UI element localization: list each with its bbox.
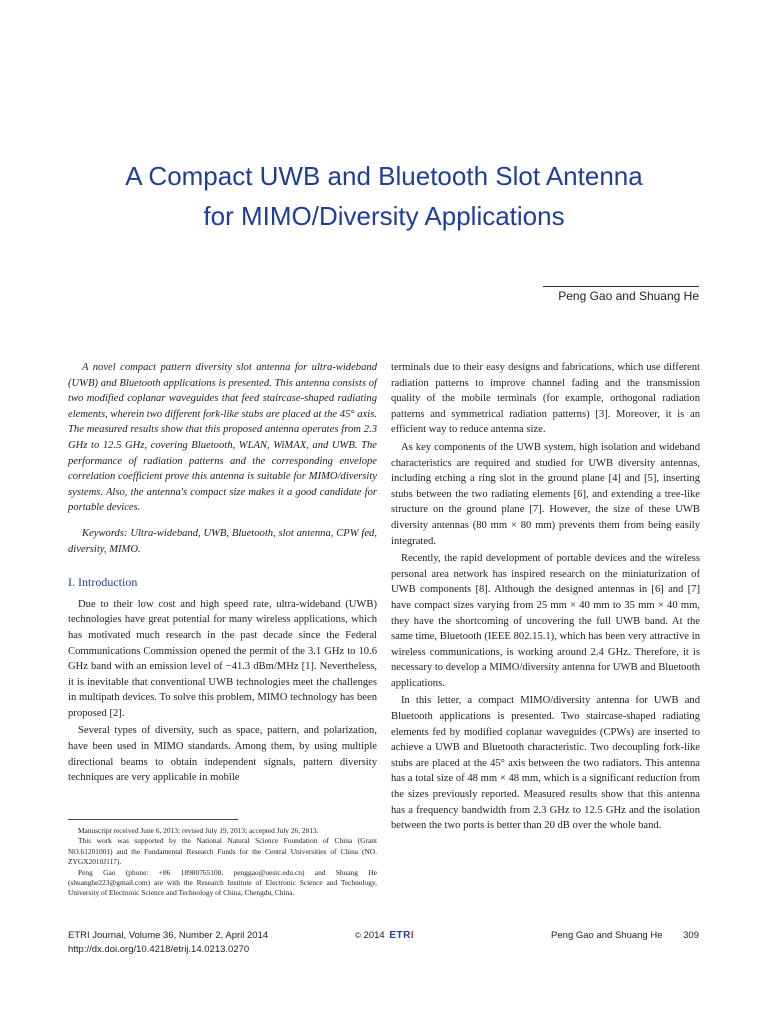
- footnotes: [68, 826, 377, 899]
- footer-running-authors: Peng Gao and Shuang He: [551, 930, 663, 941]
- etri-logo: ETRI: [389, 930, 415, 941]
- footer-copyright: [355, 929, 414, 943]
- article-title: [40, 156, 728, 236]
- copyright-icon: ©: [355, 931, 361, 940]
- right-column: [391, 360, 700, 834]
- footer-doi-link[interactable]: http://dx.doi.org/10.4218/etrij.14.0213.0270: [68, 944, 250, 955]
- body-paragraph: Due to their low cost and high speed rate, ultra-wideband (UWB) technologies have great potential for many wireless applications, which has motivated much research in the past decade since the Federal Communications Commission opened the permit of the 3.1 GHz to 10.6 GHz band with an emission level of −41.3 dBm/MHz [1]. Nevertheless, it is inevitable that conventional UWB technologies meet the challenges in multipath devices. To solve this problem, MIMO technology has been proposed [2].: [68, 598, 377, 719]
- body-paragraph: Recently, the rapid development of portable devices and the wireless personal area network has inspired research on the miniaturization of UWB components [8]. Although the designed antennas in [6] and [7] have compact sizes varying from 25 mm × 40 mm to 35 mm × 40 mm, they have the shortcoming of uncovering the full UWB band. At the same time, Bluetooth (IEEE 802.15.1), which has been very attractive in wireless communications, is working around 2.4 GHz. Therefore, it is necessary to develop a MIMO/diversity antenna for UWB and Bluetooth applications.: [391, 553, 700, 689]
- article-title-line-1: A Compact UWB and Bluetooth Slot Antenna: [125, 161, 643, 191]
- keywords: Keywords: Ultra-wideband, UWB, Bluetooth, slot antenna, CPW fed, diversity, MIMO.: [68, 527, 377, 555]
- footnote-rule: [68, 819, 238, 820]
- body-paragraph: In this letter, a compact MIMO/diversity antenna for UWB and Bluetooth applications is presented. Two staircase-shaped radiating elements fed by modified coplanar waveguides (CPWs) are inserted to achieve a UWB and Bluetooth characteristic. Two decoupling fork-like stubs are placed at the 45° axis between the two radiators. This antenna has a total size of 48 mm × 48 mm, which is a significant reduction from the sizes previously reported. Measured results show that this antenna has a frequency bandwidth from 2.3 GHz to 12.5 GHz and the isolation between the two ports is better than 20 dB over the whole band.: [391, 695, 700, 832]
- body-paragraph: As key components of the UWB system, high isolation and wideband characteristics are required and studied for UWB diversity antennas, including etching a ring slot in the ground plane [4] and [5], inserting stubs between the two radiating elements [6], and extending a tree-like structure on the ground plane [7]. However, the size of these UWB diversity antennas (80 mm × 80 mm) prevents them from being easily integrated.: [391, 441, 700, 547]
- copyright-year: 2014: [363, 930, 385, 941]
- author-names: Peng Gao and Shuang He: [558, 289, 699, 303]
- page-number: 309: [683, 930, 699, 941]
- footer-journal-citation: ETRI Journal, Volume 36, Number 2, April 2014: [68, 930, 269, 941]
- footnote-manuscript-dates: Manuscript received June 6, 2013; revised July 19, 2013; accepted July 26, 2013.: [78, 826, 319, 835]
- section-heading-introduction: I. Introduction: [68, 575, 138, 590]
- abstract: A novel compact pattern diversity slot antenna for ultra-wideband (UWB) and Bluetooth applications is presented. This antenna consists of two modified coplanar waveguides that feed staircase-shaped radiating elements, wherein two different fork-like stubs are placed at the 45° axis. The measured results show that this proposed antenna operates from 2.3 GHz to 12.5 GHz, covering Bluetooth, WLAN, WiMAX, and UWB. The performance of radiation patterns and the corresponding envelope correlation coefficient prove this antenna is suitable for MIMO/diversity systems. Also, the antenna's compact size makes it a good candidate for portable devices.: [68, 362, 377, 514]
- footnote-author-affiliation: Peng Gao (phone: +86 18980765100, penggao@uestc.edu.cn) and Shuang He (shuanghe223@gmail.com) are with the Research Institute of Electronic Science and Technology, University of Electronic Science and Technology of China, Chengdu, China.: [68, 867, 377, 898]
- article-title-line-2: for MIMO/Diversity Applications: [203, 201, 565, 231]
- left-column: [68, 360, 377, 786]
- footnote-funding: This work was supported by the National Natural Science Foundation of China (Grant NO.61201001) and the Fundamental Research Funds for the Central Universities of China (NO. ZYGX2010J117).: [68, 836, 377, 867]
- author-rule: [543, 286, 699, 287]
- body-paragraph: terminals due to their easy designs and fabrications, which use different radiation patterns to improve channel fading and the transmission quality of the mobile terminals (for example, orthogonal radiation patterns and symmetrical radiation patterns) [3]. Moreover, it is an efficient way to reduce antenna size.: [391, 362, 700, 436]
- footer-journal-info: [68, 929, 268, 957]
- body-paragraph: Several types of diversity, such as space, pattern, and polarization, have been used in MIMO standards. Among them, by using multiple directional beams to obtain independent signals, pattern diversity techniques are very applicable in mobile: [68, 725, 377, 784]
- footer-running-head: [537, 929, 699, 943]
